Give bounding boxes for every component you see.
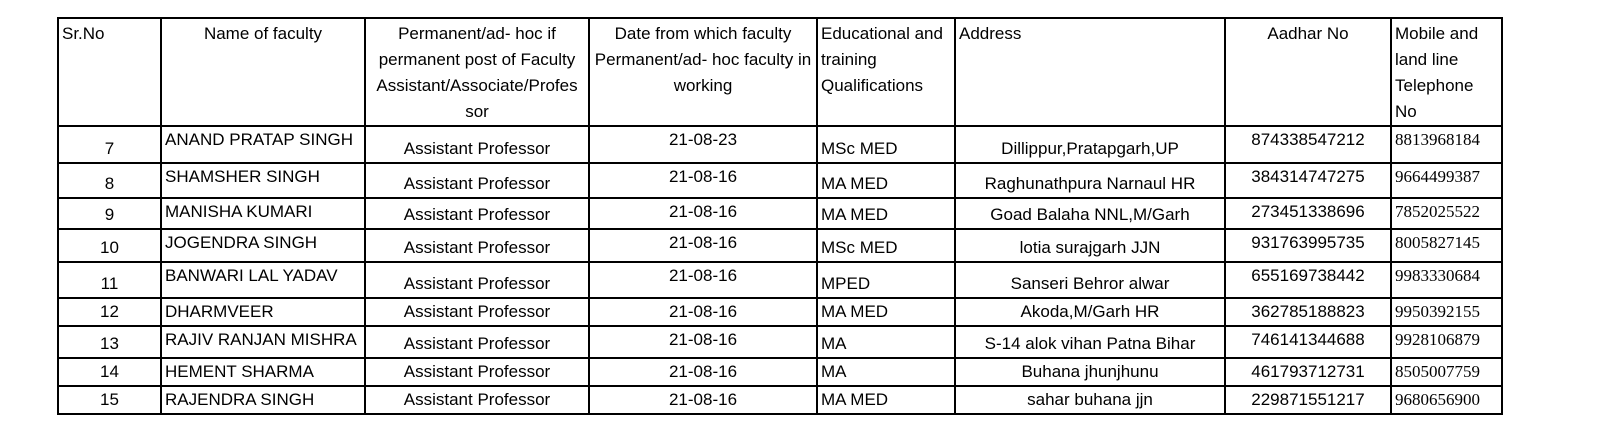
header-aadhar: Aadhar No [1225, 18, 1391, 126]
cell-phone: 9664499387 [1391, 163, 1502, 198]
cell-phone: 9680656900 [1391, 386, 1502, 414]
cell-sr-no: 7 [58, 126, 161, 163]
faculty-table [57, 17, 1503, 415]
cell-sr-no: 13 [58, 326, 161, 358]
cell-name: MANISHA KUMARI [161, 198, 365, 229]
cell-qualification: MA MED [817, 386, 955, 414]
cell-post: Assistant Professor [365, 229, 589, 262]
table-row [58, 262, 1502, 298]
cell-qualification: MA MED [817, 163, 955, 198]
cell-address: S-14 alok vihan Patna Bihar [955, 326, 1225, 358]
cell-address: Buhana jhunjhunu [955, 358, 1225, 386]
cell-post: Assistant Professor [365, 386, 589, 414]
table-row [58, 326, 1502, 358]
cell-address: Goad Balaha NNL,M/Garh [955, 198, 1225, 229]
header-row [58, 18, 1502, 126]
cell-aadhar: 874338547212 [1225, 126, 1391, 163]
cell-post: Assistant Professor [365, 298, 589, 326]
cell-date: 21-08-16 [589, 326, 817, 358]
cell-post: Assistant Professor [365, 358, 589, 386]
cell-qualification: MA [817, 326, 955, 358]
cell-date: 21-08-16 [589, 358, 817, 386]
header-post: Permanent/ad- hoc if permanent post of Faculty Assistant/Associate/Profes sor [365, 18, 589, 126]
cell-aadhar: 273451338696 [1225, 198, 1391, 229]
cell-name: SHAMSHER SINGH [161, 163, 365, 198]
cell-date: 21-08-16 [589, 163, 817, 198]
cell-name: RAJENDRA SINGH [161, 386, 365, 414]
cell-date: 21-08-16 [589, 298, 817, 326]
cell-aadhar: 461793712731 [1225, 358, 1391, 386]
cell-aadhar: 746141344688 [1225, 326, 1391, 358]
cell-phone: 9950392155 [1391, 298, 1502, 326]
cell-post: Assistant Professor [365, 326, 589, 358]
cell-name: ANAND PRATAP SINGH [161, 126, 365, 163]
cell-date: 21-08-16 [589, 229, 817, 262]
cell-address: Sanseri Behror alwar [955, 262, 1225, 298]
cell-phone: 9983330684 [1391, 262, 1502, 298]
table-row [58, 358, 1502, 386]
cell-phone: 8505007759 [1391, 358, 1502, 386]
cell-post: Assistant Professor [365, 198, 589, 229]
header-qualification: Educational and training Qualifications [817, 18, 955, 126]
header-address: Address [955, 18, 1225, 126]
cell-name: DHARMVEER [161, 298, 365, 326]
cell-address: Dillippur,Pratapgarh,UP [955, 126, 1225, 163]
cell-aadhar: 655169738442 [1225, 262, 1391, 298]
header-sr-no: Sr.No [58, 18, 161, 126]
cell-sr-no: 14 [58, 358, 161, 386]
cell-post: Assistant Professor [365, 126, 589, 163]
cell-sr-no: 8 [58, 163, 161, 198]
table-row [58, 298, 1502, 326]
cell-qualification: MA MED [817, 198, 955, 229]
cell-name: BANWARI LAL YADAV [161, 262, 365, 298]
cell-date: 21-08-23 [589, 126, 817, 163]
cell-sr-no: 12 [58, 298, 161, 326]
cell-qualification: MPED [817, 262, 955, 298]
cell-date: 21-08-16 [589, 198, 817, 229]
cell-date: 21-08-16 [589, 386, 817, 414]
cell-qualification: MA MED [817, 298, 955, 326]
header-name: Name of faculty [161, 18, 365, 126]
cell-post: Assistant Professor [365, 163, 589, 198]
cell-qualification: MSc MED [817, 126, 955, 163]
header-phone: Mobile and land line Telephone No [1391, 18, 1502, 126]
cell-sr-no: 11 [58, 262, 161, 298]
cell-name: JOGENDRA SINGH [161, 229, 365, 262]
table-row [58, 126, 1502, 163]
cell-qualification: MA [817, 358, 955, 386]
cell-date: 21-08-16 [589, 262, 817, 298]
table-row [58, 229, 1502, 262]
cell-address: Akoda,M/Garh HR [955, 298, 1225, 326]
cell-phone: 7852025522 [1391, 198, 1502, 229]
cell-post: Assistant Professor [365, 262, 589, 298]
cell-sr-no: 10 [58, 229, 161, 262]
cell-sr-no: 9 [58, 198, 161, 229]
table-row [58, 386, 1502, 414]
cell-aadhar: 931763995735 [1225, 229, 1391, 262]
cell-qualification: MSc MED [817, 229, 955, 262]
cell-name: RAJIV RANJAN MISHRA [161, 326, 365, 358]
cell-address: lotia surajgarh JJN [955, 229, 1225, 262]
cell-aadhar: 229871551217 [1225, 386, 1391, 414]
cell-name: HEMENT SHARMA [161, 358, 365, 386]
cell-sr-no: 15 [58, 386, 161, 414]
cell-phone: 9928106879 [1391, 326, 1502, 358]
table-row [58, 163, 1502, 198]
cell-phone: 8005827145 [1391, 229, 1502, 262]
table-row [58, 198, 1502, 229]
cell-phone: 8813968184 [1391, 126, 1502, 163]
cell-aadhar: 384314747275 [1225, 163, 1391, 198]
cell-aadhar: 362785188823 [1225, 298, 1391, 326]
cell-address: Raghunathpura Narnaul HR [955, 163, 1225, 198]
header-date: Date from which faculty Permanent/ad- hoc faculty in working [589, 18, 817, 126]
cell-address: sahar buhana jjn [955, 386, 1225, 414]
